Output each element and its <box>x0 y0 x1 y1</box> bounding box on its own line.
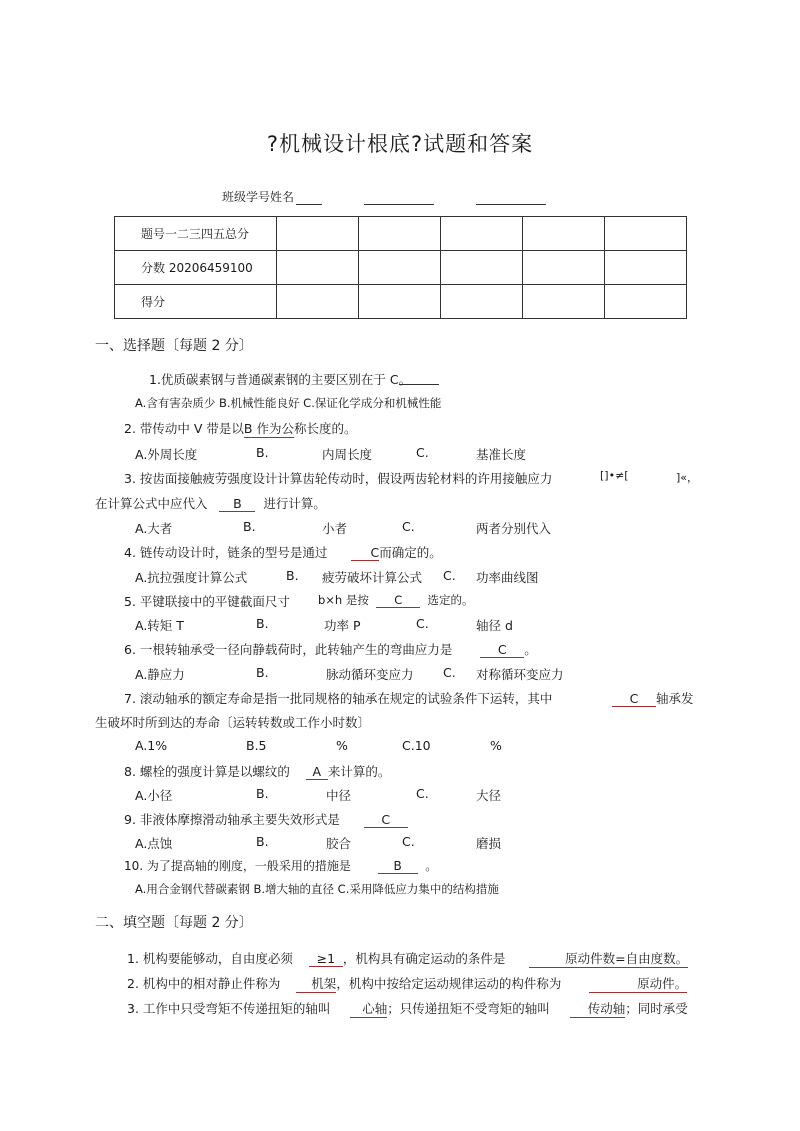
answer-blank: A <box>306 764 328 780</box>
option-c: C. <box>402 834 415 849</box>
question-text: 进行计算。 <box>263 496 326 511</box>
table-header-cell: 得分 <box>115 285 277 319</box>
question-8 <box>124 762 390 780</box>
question-3: 3. 按齿面接触疲劳强度设计计算齿轮传动时，假设两齿轮材料的许用接触应力 <box>124 471 553 486</box>
fill-question-2 <box>127 974 687 993</box>
option-a: A.小径 <box>135 788 173 803</box>
question-text: b×h 是按 <box>318 593 369 607</box>
question-text: 来计算的。 <box>327 764 391 779</box>
option-c: C. <box>416 616 429 631</box>
option-c-text: 基准长度 <box>476 447 527 462</box>
option-c: C. <box>443 568 456 583</box>
option-a: A.大者 <box>135 521 173 536</box>
table-cell[interactable] <box>277 285 359 319</box>
option-b: B. <box>256 786 269 801</box>
table-cell[interactable] <box>359 251 441 285</box>
table-cell[interactable] <box>441 251 523 285</box>
answer-blank: 传动轴 <box>570 999 626 1018</box>
option-a: A.转矩 T <box>135 618 184 633</box>
table-cell[interactable] <box>523 217 605 251</box>
option-b-percent: % <box>336 738 348 753</box>
option-a: A.抗拉强度计算公式 <box>135 570 248 585</box>
question-10-options: A.用合金钢代替碳素钢 B.增大轴的直径 C.采用降低应力集中的结构措施 <box>135 882 499 896</box>
student-info-label: 班级学号姓名 <box>222 190 295 204</box>
question-4 <box>124 543 442 561</box>
fill-question-3 <box>127 999 688 1018</box>
answer-blank: C <box>480 642 524 658</box>
option-a: A.1% <box>135 738 168 753</box>
student-id-blank[interactable] <box>476 204 546 205</box>
table-cell[interactable] <box>605 285 687 319</box>
question-text: ；同时承受 <box>625 1001 688 1016</box>
table-row <box>115 251 687 285</box>
table-cell[interactable] <box>359 285 441 319</box>
option-c: C. <box>443 665 456 680</box>
table-cell[interactable] <box>441 285 523 319</box>
question-text: 选定的。 <box>427 593 474 607</box>
table-cell[interactable] <box>441 217 523 251</box>
option-c-text: 对称循环变应力 <box>476 667 564 682</box>
table-cell[interactable] <box>523 251 605 285</box>
option-b-text: 脉动循环变应力 <box>326 667 414 682</box>
section-heading-fill: 二、填空题〔每题 2 分〕 <box>95 915 253 931</box>
table-header-cell: 分数 20206459100 <box>115 251 277 285</box>
answer-blank: C <box>612 691 656 707</box>
option-c-text: 大径 <box>476 788 502 803</box>
option-b: B. <box>256 665 269 680</box>
option-a: A.点蚀 <box>135 836 173 851</box>
name-blank[interactable] <box>296 204 322 205</box>
question-10 <box>124 857 437 874</box>
question-2 <box>124 419 356 438</box>
option-b-text: 小者 <box>322 521 348 536</box>
question-3-line2 <box>95 494 326 512</box>
option-a: A.静应力 <box>135 667 185 682</box>
question-text: 。 <box>524 642 537 657</box>
option-b: B. <box>243 519 256 534</box>
question-7-answer <box>612 689 694 707</box>
option-b-text: 胶合 <box>326 836 352 851</box>
option-c-percent: % <box>490 738 502 753</box>
question-1: 1.优质碳素钢与普通碳素钢的主要区别在于 C。 <box>149 372 412 387</box>
question-text: 而确定的。 <box>379 545 442 560</box>
table-row <box>115 285 687 319</box>
table-cell[interactable] <box>605 217 687 251</box>
table-row <box>115 217 687 251</box>
option-b-text: 中径 <box>326 788 352 803</box>
question-text: ，机构具有确定运动的条件是 <box>342 951 506 966</box>
question-7-line2: 生破坏时所到达的寿命〔运转转数或工作小时数〕 <box>95 715 371 730</box>
question-text: ；只传递扭矩不受弯矩的轴叫 <box>387 1001 550 1016</box>
option-c: C. <box>416 786 429 801</box>
option-b-text: 内周长度 <box>322 447 373 462</box>
option-c: C.10 <box>402 738 431 753</box>
answer-blank: C <box>364 812 408 828</box>
question-text: 在计算公式中应代入 <box>95 496 208 511</box>
option-b-text: 疲劳破坏计算公式 <box>322 570 423 585</box>
table-cell[interactable] <box>523 285 605 319</box>
question-text: ，机构中按给定运动规律运动的构件称为 <box>336 976 562 991</box>
table-cell[interactable] <box>359 217 441 251</box>
question-text: 4. 链传动设计时，链条的型号是通过 <box>124 545 328 560</box>
answer-blank: 原动件。 <box>589 974 687 993</box>
question-6 <box>124 640 537 658</box>
answer-blank: 机架 <box>296 974 336 993</box>
question-text: 1. 机构要能够动，自由度必须 <box>127 951 293 966</box>
answer-blank: ≥1 <box>309 951 343 967</box>
question-1-options: A.含有害杂质少 B.机械性能良好 C.保证化学成分和机械性能 <box>135 396 442 410</box>
question-text: 轴承发 <box>656 691 694 706</box>
question-text: 10. 为了提高轴的刚度，一般采用的措施是 <box>124 859 351 873</box>
option-b: B.5 <box>246 738 267 753</box>
option-b: B. <box>286 568 299 583</box>
option-c-text: 功率曲线图 <box>476 570 539 585</box>
stress-symbols: []•≠[ <box>600 469 629 482</box>
option-c-text: 轴径 d <box>476 618 513 633</box>
option-c-text: 两者分别代入 <box>476 521 552 536</box>
question-5-mid <box>318 592 474 608</box>
option-c-text: 磨损 <box>476 836 502 851</box>
fill-question-1 <box>127 949 688 968</box>
answer-blank: B <box>219 496 255 512</box>
answer-blank: B <box>378 859 418 874</box>
question-text: 9. 非液体摩擦滑动轴承主要失效形式是 <box>124 812 340 827</box>
question-9 <box>124 810 408 828</box>
answer-blank: 原动件数=自由度数。 <box>529 949 688 968</box>
answer-blank: C <box>351 545 379 561</box>
table-header-cell: 题号一二三四五总分 <box>115 217 277 251</box>
option-b: B. <box>256 834 269 849</box>
stress-symbols-end: ]«， <box>676 471 699 484</box>
section-heading-choice: 一、选择题〔每题 2 分〕 <box>95 338 253 354</box>
question-7: 7. 滚动轴承的额定寿命是指一批同规格的轴承在规定的试验条件下运转，其中 <box>124 691 553 706</box>
table-cell[interactable] <box>277 217 359 251</box>
question-text: 6. 一根转轴承受一径向静载荷时，此转轴产生的弯曲应力是 <box>124 642 453 657</box>
answer-blank: C <box>376 593 420 608</box>
answer-blank: 心轴 <box>350 999 387 1018</box>
class-blank[interactable] <box>364 204 434 205</box>
question-text: 8. 螺栓的强度计算是以螺纹的 <box>124 764 290 779</box>
question-text: 。 <box>425 859 438 873</box>
answer-blank <box>399 384 439 385</box>
option-c: C. <box>416 445 429 460</box>
option-c: C. <box>402 519 415 534</box>
page-title: ?机械设计根底?试题和答案 <box>266 132 534 156</box>
option-b: B. <box>256 445 269 460</box>
table-cell[interactable] <box>605 251 687 285</box>
score-table <box>114 216 687 319</box>
option-a: A.外周长度 <box>135 447 198 462</box>
question-text: 称长度的。 <box>293 421 357 436</box>
question-5: 5. 平键联接中的平键截面尺寸 <box>124 594 290 609</box>
option-b: B. <box>256 616 269 631</box>
question-text: 2. 带传动中 V 带是以 <box>124 421 244 436</box>
question-text: 3. 工作中只受弯矩不传递扭矩的轴叫 <box>127 1001 331 1016</box>
answer-blank: B 作为公 <box>243 421 294 436</box>
table-cell[interactable] <box>277 251 359 285</box>
question-text: 2. 机构中的相对静止件称为 <box>127 976 281 991</box>
option-b-text: 功率 P <box>324 618 361 633</box>
